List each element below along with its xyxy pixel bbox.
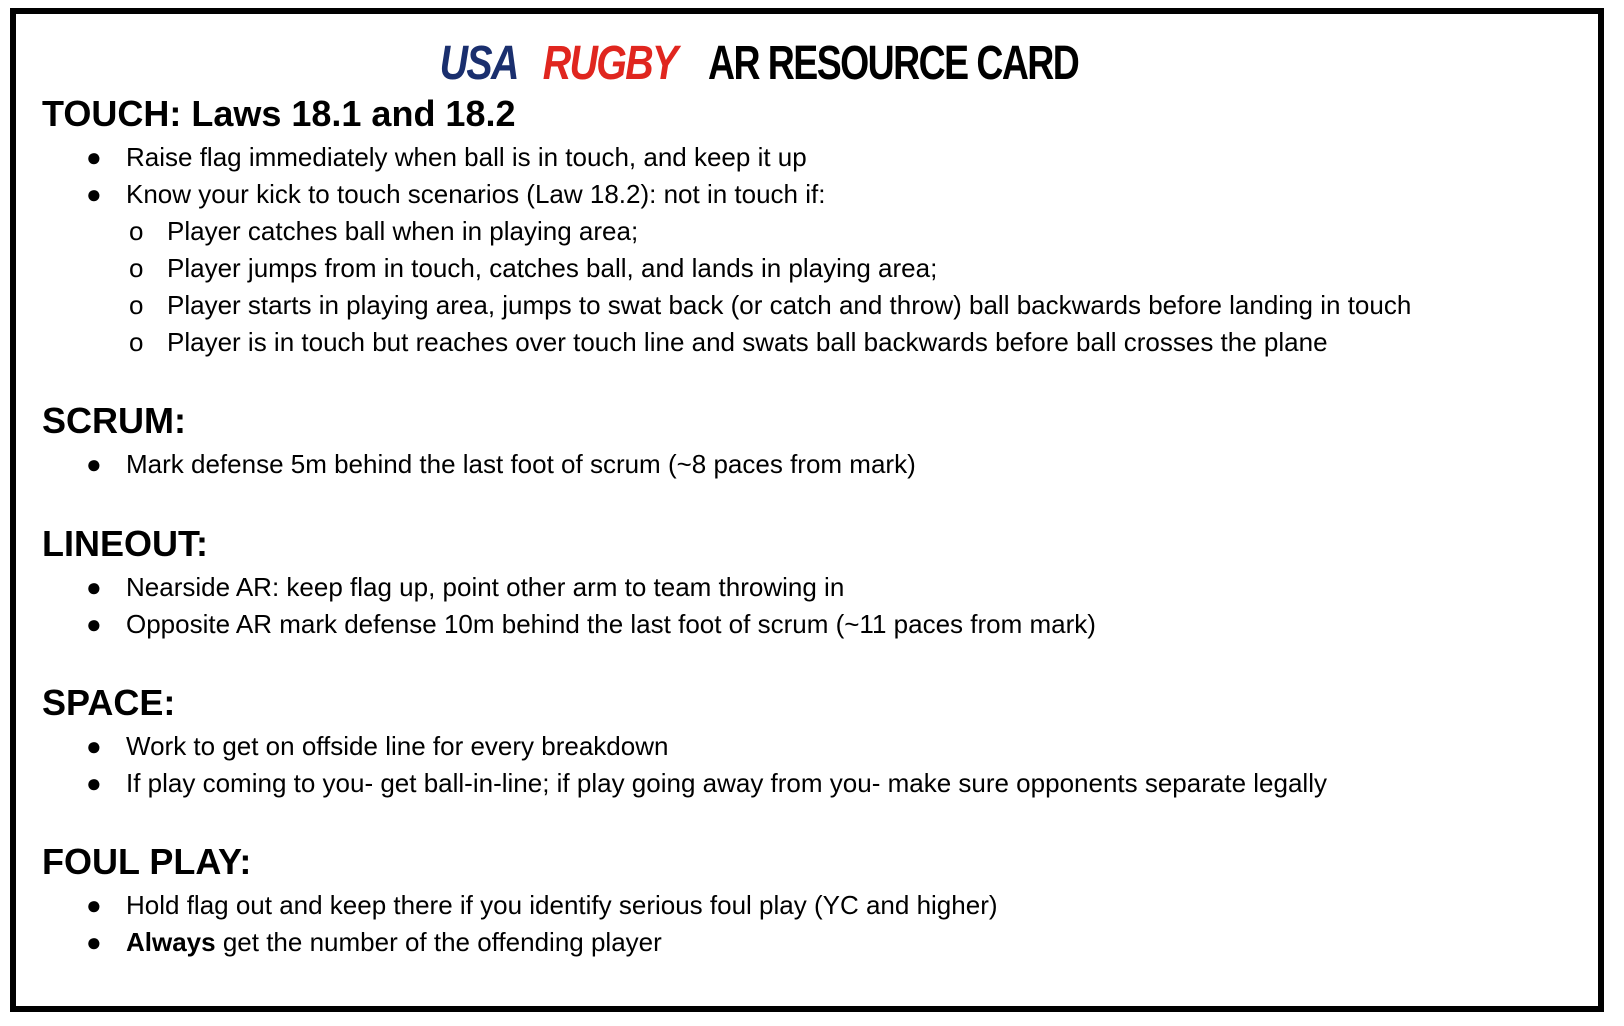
sub-marker: o (129, 253, 144, 283)
list-item (42, 176, 1582, 213)
section-heading: LINEOUT: (42, 523, 208, 564)
bullet-marker: ● (86, 768, 102, 798)
sub-marker: o (129, 327, 144, 357)
section-heading: FOUL PLAY: (42, 841, 252, 882)
list-item-text: Mark defense 5m behind the last foot of scrum (~8 paces from mark) (126, 449, 916, 479)
list-item (42, 446, 1582, 483)
list-item (42, 765, 1582, 802)
section-heading: TOUCH: Laws 18.1 and 18.2 (42, 93, 516, 134)
list-item (42, 139, 1582, 176)
bullet-marker: ● (86, 142, 102, 172)
sub-marker: o (129, 216, 144, 246)
list-item (42, 728, 1582, 765)
sub-marker: o (129, 290, 144, 320)
list-item-text: Opposite AR mark defense 10m behind the last foot of scrum (~11 paces from mark) (126, 609, 1096, 639)
card-label: AR RESOURCE CARD (708, 37, 1079, 90)
sub-list-item-text: Player is in touch but reaches over touch line and swats ball backwards before ball crosses the plane (167, 327, 1328, 357)
bullet-marker: ● (86, 927, 102, 957)
sub-list-item (42, 213, 1582, 250)
sub-list-item (42, 250, 1582, 287)
bullet-marker: ● (86, 572, 102, 602)
bullet-marker: ● (86, 449, 102, 479)
list-item-text: Raise flag immediately when ball is in touch, and keep it up (126, 142, 807, 172)
list-item (42, 569, 1582, 606)
bullet-marker: ● (86, 731, 102, 761)
list-item-text: Nearside AR: keep flag up, point other arm to team throwing in (126, 572, 845, 602)
brand-rugby: RUGBY (542, 37, 677, 90)
list-item-text: If play coming to you- get ball-in-line; if play going away from you- make sure opponents separate legally (126, 768, 1327, 798)
section-space (42, 681, 1582, 802)
list-item (42, 606, 1582, 643)
emphasis-text: Always (126, 927, 216, 957)
section-heading: SPACE: (42, 682, 176, 723)
sub-list-item-text: Player catches ball when in playing area; (167, 216, 639, 246)
section-heading: SCRUM: (42, 400, 186, 441)
list-item-text: Work to get on offside line for every breakdown (126, 731, 669, 761)
list-item-text: Know your kick to touch scenarios (Law 18.2): not in touch if: (126, 179, 826, 209)
sub-list-item (42, 324, 1582, 361)
sub-list-item-text: Player jumps from in touch, catches ball, and lands in playing area; (167, 253, 938, 283)
bullet-marker: ● (86, 609, 102, 639)
resource-card (10, 8, 1604, 1012)
card-title (16, 34, 1598, 94)
sub-list-item-text: Player starts in playing area, jumps to swat back (or catch and throw) ball backwards before landing in touch (167, 290, 1412, 320)
list-item-text: Hold flag out and keep there if you identify serious foul play (YC and higher) (126, 890, 998, 920)
bullet-marker: ● (86, 179, 102, 209)
section-touch (42, 92, 1582, 361)
sub-list-item (42, 287, 1582, 324)
section-lineout (42, 522, 1582, 643)
section-foul-play (42, 840, 1582, 961)
list-item-text: get the number of the offending player (215, 927, 662, 957)
section-scrum (42, 399, 1582, 483)
list-item (42, 924, 1582, 961)
brand-usa: USA (439, 37, 518, 90)
bullet-marker: ● (86, 890, 102, 920)
list-item (42, 887, 1582, 924)
